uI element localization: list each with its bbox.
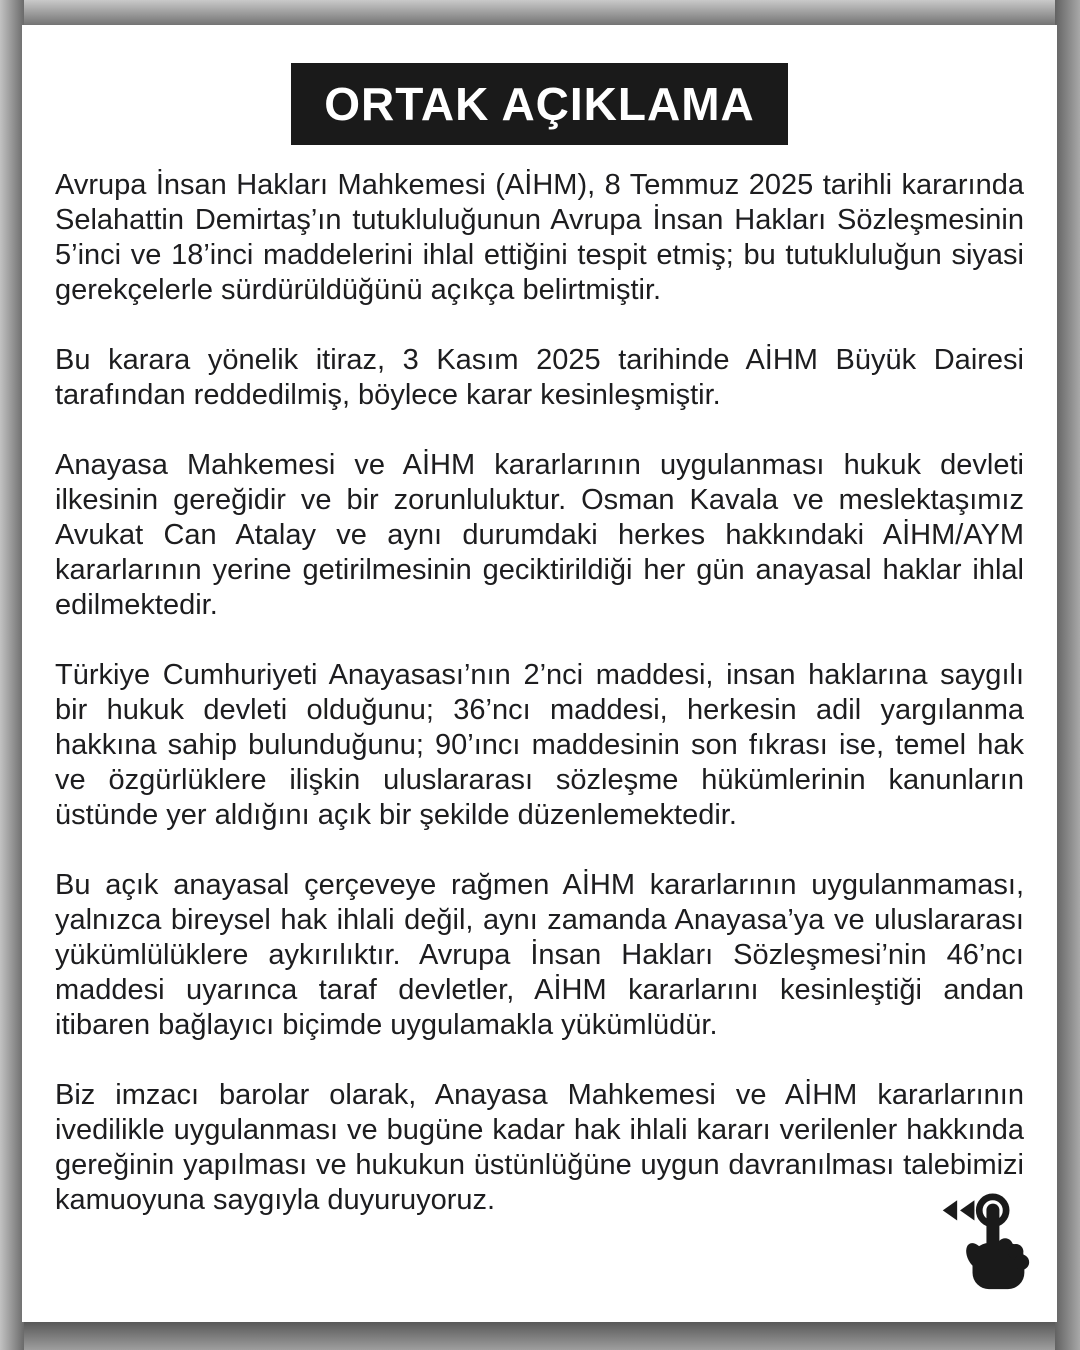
statement-card <box>22 25 1057 1322</box>
statement-paragraph: Bu karara yönelik itiraz, 3 Kasım 2025 tarihinde AİHM Büyük Dairesi tarafından reddedilmiş, böylece karar kesinleşmiştir. <box>55 344 1024 411</box>
title-banner: ORTAK AÇIKLAMA <box>291 63 788 145</box>
statement-paragraph: Türkiye Cumhuriyeti Anayasası’nın 2’nci maddesi, insan haklarına saygılı bir hukuk devleti olduğunu; 36’ncı maddesi, herkesin adil yargılanma hakkına sahip bulunduğunu; 90’ıncı maddesinin son fıkrası ise, temel hak ve özgürlüklere ilişkin uluslararası sözleşme hükümlerinin kanunların üstünde yer aldığını açık bir şekilde düzenlemektedir. <box>55 659 1024 831</box>
statement-body <box>55 168 1024 1218</box>
frame-edge-left <box>0 0 24 1350</box>
swipe-left-gesture-icon <box>937 1184 1033 1302</box>
frame-edge-right <box>1055 0 1080 1350</box>
frame-edge-top <box>0 0 1080 26</box>
statement-paragraph: Anayasa Mahkemesi ve AİHM kararlarının uygulanması hukuk devleti ilkesinin gereğidir ve bir zorunluluktur. Osman Kavala ve meslektaşımız Avukat Can Atalay ve aynı durumdaki herkes hakkındaki AİHM/AYM kararlarının yerine getirilmesinin geciktirildiği her gün anayasal haklar ihlal edilmektedir. <box>55 449 1024 621</box>
statement-paragraph: Biz imzacı barolar olarak, Anayasa Mahkemesi ve AİHM kararlarının ivedilikle uygulanması ve bugüne kadar hak ihlali kararı verilenler hakkında gereğinin yapılması ve hukukun üstünlüğüne uygun davranılması talebimizi kamuoyuna saygıyla duyuruyoruz. <box>55 1079 1024 1216</box>
statement-paragraph: Avrupa İnsan Hakları Mahkemesi (AİHM), 8 Temmuz 2025 tarihli kararında Selahattin Demirtaş’ın tutukluluğunun Avrupa İnsan Hakları Sözleşmesinin 5’inci ve 18’inci maddelerini ihlal ettiğini tespit etmiş; bu tutukluluğun siyasi gerekçelerle sürdürüldüğünü açıkça belirtmiştir. <box>55 169 1024 306</box>
frame-edge-bottom <box>0 1321 1080 1350</box>
statement-paragraph: Bu açık anayasal çerçeveye rağmen AİHM kararlarının uygulanmaması, yalnızca bireysel hak ihlali değil, aynı zamanda Anayasa’ya ve uluslararası yükümlülüklere aykırılıktır. Avrupa İnsan Hakları Sözleşmesi’nin 46’ncı maddesi uyarınca taraf devletler, AİHM kararlarını kesinleştiği andan itibaren bağlayıcı biçimde uygulamakla yükümlüdür. <box>55 869 1024 1041</box>
